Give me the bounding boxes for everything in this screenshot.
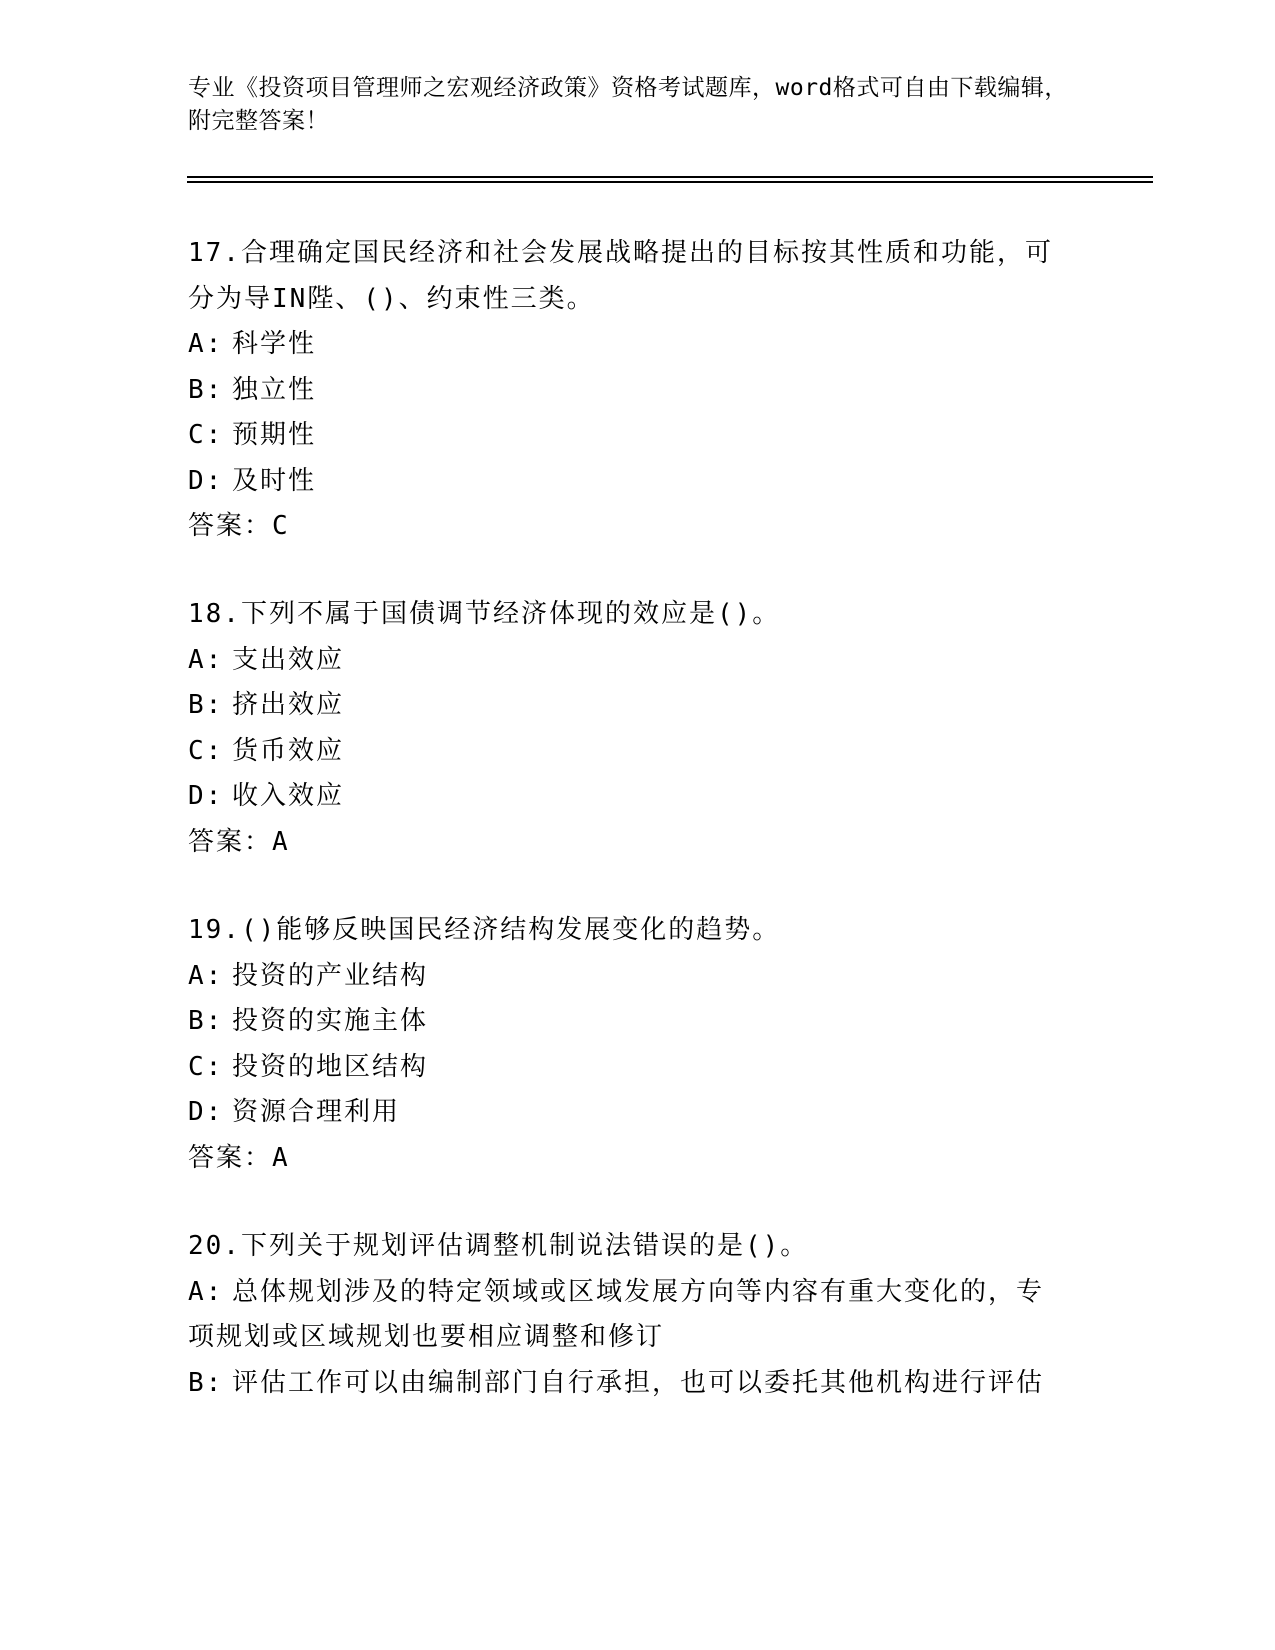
option-letter: A: [188,960,224,991]
option-text: 收入效应 [232,781,345,811]
option-text: 总体规划涉及的特定领域或区域发展方向等内容有重大变化的，专 [232,1276,1045,1307]
option-b [188,1361,1088,1407]
header-divider-bottom [187,181,1153,183]
option-letter: A: [188,329,224,359]
option-text: 支出效应 [232,644,345,675]
option-letter: A: [188,1276,224,1307]
option-letter: D: [188,465,224,496]
option-letter: B: [188,374,224,405]
option-c [188,1045,1088,1091]
option-letter: B: [188,1006,224,1036]
option-text: 评估工作可以由编制部门自行承担，也可以委托其他机构进行评估 [232,1367,1045,1398]
answer-line [188,504,1088,550]
question-19 [188,908,1088,1181]
answer-label: 答案： [188,511,273,541]
option-text: 科学性 [232,329,317,359]
option-d [188,459,1088,505]
option-letter: B: [188,690,224,720]
option-b [188,999,1088,1045]
option-a [188,322,1088,368]
option-c [188,729,1088,775]
answer-line [188,820,1088,866]
option-a [188,954,1088,1000]
option-d [188,774,1088,820]
option-text: 投资的地区结构 [232,1051,429,1082]
option-text: 资源合理利用 [232,1097,401,1127]
option-letter: D: [188,1097,224,1127]
option-letter: C: [188,1051,224,1082]
option-text: 独立性 [232,374,317,405]
option-letter: A: [188,644,224,675]
question-stem-continued: 分为导IN陛、()、约束性三类。 [188,283,595,314]
answer-line [188,1136,1088,1182]
option-text: 挤出效应 [232,690,345,720]
option-text: 投资的实施主体 [232,1006,429,1036]
question-stem: 19.()能够反映国民经济结构发展变化的趋势。 [188,915,781,945]
option-a [188,638,1088,684]
option-text: 及时性 [232,465,317,496]
option-text: 预期性 [232,420,317,450]
answer-label: 答案： [188,826,273,857]
answer-value: A [272,826,290,857]
answer-value: C [272,511,290,541]
question-stem: 20.下列关于规划评估调整机制说法错误的是()。 [188,1231,809,1261]
question-18 [188,592,1088,865]
header-divider-top [187,176,1153,178]
option-c [188,413,1088,459]
option-a [188,1270,1088,1316]
option-letter: B: [188,1367,224,1398]
option-text: 投资的产业结构 [232,960,429,991]
option-letter: D: [188,781,224,811]
option-letter: C: [188,735,224,766]
document-header: 专业《投资项目管理师之宏观经济政策》资格考试题库，word格式可自由下载编辑，附完整答案！ [188,75,1068,134]
question-stem: 18.下列不属于国债调节经济体现的效应是()。 [188,599,781,629]
option-d [188,1090,1088,1136]
question-stem: 17.合理确定国民经济和社会发展战略提出的目标按其性质和功能，可 [188,238,1053,268]
option-b [188,368,1088,414]
option-letter: C: [188,420,224,450]
question-20 [188,1224,1088,1406]
answer-label: 答案： [188,1142,273,1173]
option-text: 货币效应 [232,735,345,766]
answer-value: A [272,1142,290,1173]
option-text-continued: 项规划或区域规划也要相应调整和修订 [188,1322,665,1352]
question-17 [188,231,1088,550]
option-b [188,683,1088,729]
